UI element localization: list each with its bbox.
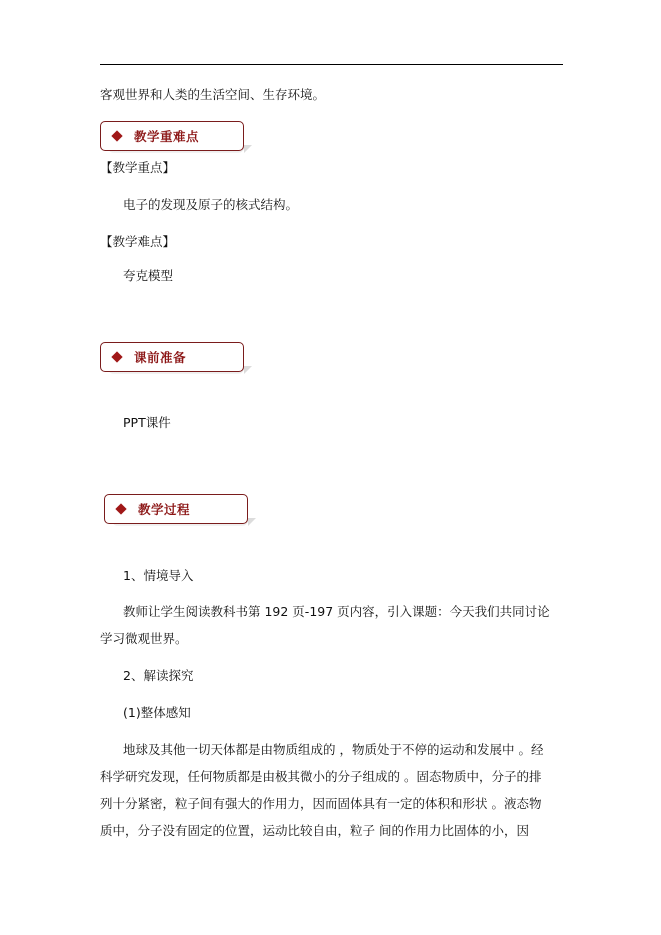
section-heading-label: 教学重难点 [134, 129, 200, 144]
step-1-text-line: 学习微观世界。 [100, 631, 188, 646]
diamond-icon [111, 130, 122, 141]
step-1-title: 1、情境导入 [123, 568, 194, 583]
subsection-title: (1)整体感知 [123, 705, 191, 720]
header-rule [100, 64, 563, 65]
section-heading-process [104, 494, 248, 524]
body-line: 科学研究发现，任何物质都是由极其微小的分子组成的 。固态物质中，分子的排 [100, 769, 542, 784]
diamond-icon [111, 351, 122, 362]
section-heading-key-points [100, 121, 244, 151]
focus-text: 电子的发现及原子的核式结构。 [123, 197, 299, 212]
section-heading-label: 教学过程 [138, 502, 191, 517]
section-heading-label: 课前准备 [134, 350, 187, 365]
body-line: 质中，分子没有固定的位置，运动比较自由，粒子 间的作用力比固体的小，因 [100, 823, 529, 838]
diamond-icon [115, 503, 126, 514]
difficulty-text: 夸克模型 [123, 268, 174, 283]
focus-label: 【教学重点】 [100, 160, 176, 175]
body-line: 列十分紧密，粒子间有强大的作用力，因而固体具有一定的体积和形状 。液态物 [100, 796, 542, 811]
body-line: 地球及其他一切天体都是由物质组成的 ，物质处于不停的运动和发展中 。经 [123, 742, 544, 757]
section-heading-preparation [100, 342, 244, 372]
preparation-text: PPT课件 [123, 415, 171, 430]
step-2-title: 2、解读探究 [123, 668, 194, 683]
step-1-text-line: 教师让学生阅读教科书第 192 页-197 页内容，引入课题：今天我们共同讨论 [123, 604, 550, 619]
intro-line: 客观世界和人类的生活空间、生存环境。 [100, 87, 326, 102]
difficulty-label: 【教学难点】 [100, 234, 176, 249]
